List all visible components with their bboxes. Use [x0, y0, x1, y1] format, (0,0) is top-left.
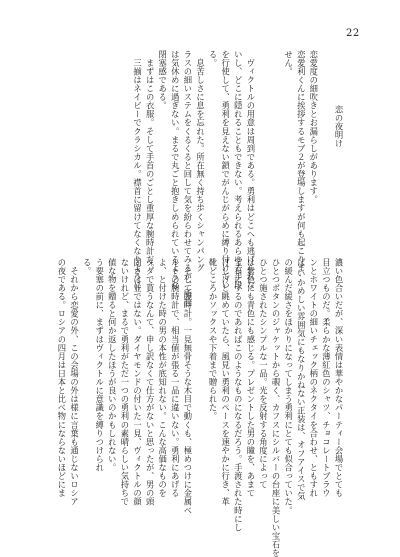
page-number: 22	[346, 28, 360, 39]
upper-text-block	[62, 50, 345, 307]
blank-line	[320, 50, 333, 248]
text-line: ば いかめしい雰囲気にもなりかねない正装は、オフアイスで気	[296, 258, 307, 501]
chapter-title: 恋の夜明け	[334, 105, 344, 148]
blank-line	[194, 258, 207, 503]
text-line: る。	[82, 258, 93, 276]
text-line: 目立つものだ。柔らかな薄紅色のシャツ、チョコレートブラウ	[321, 258, 332, 498]
text-line: を行使して、勇利を見えない鎖でがんじがらめに縛り付けてい	[220, 50, 231, 290]
text-line: げしげと眺めていたら、風見い勇利のペースを速やかに行き、革	[220, 258, 231, 506]
text-line: は気休めに過ぎない。まるで丸ごと抱きしめられているような	[170, 50, 181, 290]
text-line: そして腕時計。一見無骨そうな木目で動くも、極めつけに金属ベ	[182, 258, 193, 515]
text-line: 恋愛度の細吹きとお漏らしがあります。	[308, 50, 319, 204]
text-line: ひとつ施されたシンプルな一品。光を反射する角度によって	[258, 258, 269, 489]
blank-line	[269, 50, 282, 248]
text-line: それから恋愛の外、この会場の外は様に言葉も通じないロシア	[69, 258, 80, 506]
text-line: よ、と付けた時の男の本性が底知れない。こんな高価なものを	[157, 258, 168, 498]
text-line: の夜である。ロシアの四月は日本と比べ物にならないほどにま	[56, 258, 67, 498]
blank-line	[257, 50, 270, 248]
text-line: の緩んだ緩さをほかりになってしまう勇利にとても似合っていた。	[283, 258, 294, 515]
text-line: ンとホワイトの細いチェック柄のネクタイを合わせ、ともすれ	[308, 258, 319, 498]
text-line: せん。	[283, 50, 294, 76]
text-line: 恋愛利くんに挨拶するモブ２が登場しますが何も起こりま	[296, 50, 307, 273]
text-line: 固さは並ではない。ダイヤモンドの付いた一見、ヴィクトルの顔	[132, 258, 143, 506]
text-line: 息苦しさに息を忘れた。所在無く持ち歩くシャンパング	[195, 50, 206, 273]
text-line: 値な物を贈ると何か返したほうが良いのかもしれない。	[107, 258, 118, 472]
text-line: いし、どこに隠れることもできない。考えられるあらゆる手段	[233, 50, 244, 290]
text-line: 靴どころかソックスや下着まで贈られた。	[208, 258, 219, 421]
text-line: ラスの細いステムをくるくると回して気を紛らわせてみるが、所詮	[182, 50, 193, 307]
text-line: タダで貰うなんて、申し訳なくて仕方がないと思ったが、男の頭	[145, 258, 156, 506]
text-line: う要塞の前に、まずはヴィクトルに意識を縛りつけられ	[94, 258, 105, 472]
text-line: 閉塞感である。	[157, 50, 168, 110]
text-line: ないけれど、まるで勇利がただ一つの勇利の素晴らしい気持ちで	[119, 258, 130, 506]
text-line: 濃い色合いだが、深い表情は華やかなパーティー会場でとても	[334, 258, 344, 498]
text-line: 宝石にするのであればこのようなものになるだろう。手渡された時にし	[233, 258, 244, 532]
text-line: ヴィクトルの用意は周到である。勇利はどこへも逃げられな	[245, 50, 256, 290]
lower-text-block	[56, 258, 345, 557]
text-line: まずはこの衣服。そして手首のごとし重厚な腕時計だ。	[145, 50, 156, 273]
text-line: る。	[208, 50, 219, 68]
text-line: 三揃はネイビーでクラシカル。襟首に留けてなくなりように	[132, 50, 143, 290]
text-line: ルトの腕時計で、相当値が張る一品に違いない。勇利にあげる	[170, 258, 181, 498]
text-line: ひとつボタンのジャケットから覗く、カフスにシルバーの台座に美しい宝石を	[271, 258, 282, 557]
text-line: は紫色にも青色にも感じる。プレゼントした男の瞳を、あまて	[245, 258, 256, 498]
